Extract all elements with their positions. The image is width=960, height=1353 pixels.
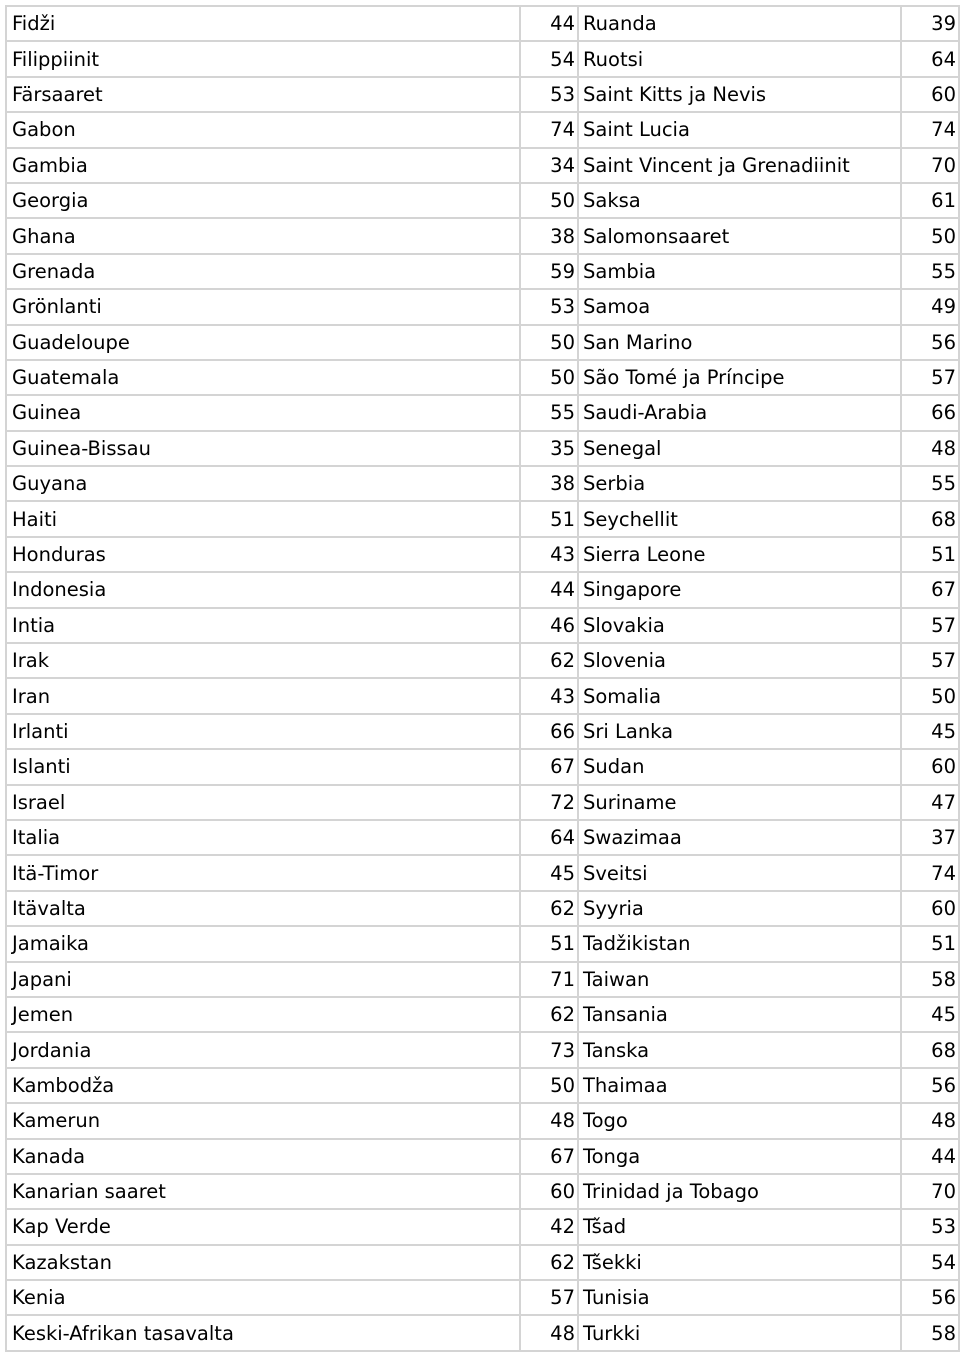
right-country-cell: Sveitsi	[578, 855, 901, 890]
right-country-cell: Tunisia	[578, 1280, 901, 1315]
right-country-cell: Sri Lanka	[578, 714, 901, 749]
right-country-cell: Tadžikistan	[578, 926, 901, 961]
right-country-cell: Ruotsi	[578, 41, 901, 76]
right-value-cell: 60	[901, 77, 959, 112]
table-row	[6, 1139, 959, 1174]
left-value-cell: 35	[520, 431, 578, 466]
right-country-cell: Tanska	[578, 1032, 901, 1067]
right-value-cell: 48	[901, 431, 959, 466]
left-value-cell: 43	[520, 537, 578, 572]
left-value-cell: 62	[520, 891, 578, 926]
table-row	[6, 77, 959, 112]
table-row	[6, 1174, 959, 1209]
left-country-cell: Irlanti	[6, 714, 520, 749]
right-value-cell: 55	[901, 254, 959, 289]
right-value-cell: 70	[901, 148, 959, 183]
right-value-cell: 60	[901, 891, 959, 926]
table-row	[6, 360, 959, 395]
left-value-cell: 54	[520, 41, 578, 76]
right-country-cell: Saint Vincent ja Grenadiinit	[578, 148, 901, 183]
left-value-cell: 38	[520, 466, 578, 501]
table-row	[6, 855, 959, 890]
left-country-cell: Gambia	[6, 148, 520, 183]
table-row	[6, 643, 959, 678]
left-country-cell: Jordania	[6, 1032, 520, 1067]
left-value-cell: 72	[520, 785, 578, 820]
left-country-cell: Haiti	[6, 501, 520, 536]
table-row	[6, 112, 959, 147]
left-value-cell: 67	[520, 749, 578, 784]
left-country-cell: Ghana	[6, 218, 520, 253]
left-value-cell: 73	[520, 1032, 578, 1067]
right-value-cell: 53	[901, 1209, 959, 1244]
left-country-cell: Filippiinit	[6, 41, 520, 76]
right-value-cell: 56	[901, 1068, 959, 1103]
table-row	[6, 218, 959, 253]
left-country-cell: Honduras	[6, 537, 520, 572]
table-row	[6, 997, 959, 1032]
left-country-cell: Grenada	[6, 254, 520, 289]
right-value-cell: 56	[901, 1280, 959, 1315]
left-country-cell: Kamerun	[6, 1103, 520, 1138]
left-value-cell: 74	[520, 112, 578, 147]
right-country-cell: Serbia	[578, 466, 901, 501]
left-value-cell: 43	[520, 678, 578, 713]
table-row	[6, 431, 959, 466]
right-value-cell: 55	[901, 466, 959, 501]
table-row	[6, 678, 959, 713]
table-row	[6, 820, 959, 855]
left-value-cell: 42	[520, 1209, 578, 1244]
left-value-cell: 50	[520, 360, 578, 395]
left-value-cell: 71	[520, 962, 578, 997]
left-country-cell: Islanti	[6, 749, 520, 784]
left-value-cell: 45	[520, 855, 578, 890]
table-row	[6, 714, 959, 749]
left-value-cell: 53	[520, 289, 578, 324]
table-row	[6, 1315, 959, 1350]
right-value-cell: 66	[901, 395, 959, 430]
right-country-cell: Tonga	[578, 1139, 901, 1174]
right-value-cell: 50	[901, 218, 959, 253]
left-country-cell: Guinea	[6, 395, 520, 430]
table-row	[6, 395, 959, 430]
table-row	[6, 537, 959, 572]
left-value-cell: 59	[520, 254, 578, 289]
left-value-cell: 44	[520, 6, 578, 41]
table-row	[6, 289, 959, 324]
table-row	[6, 325, 959, 360]
right-country-cell: Togo	[578, 1103, 901, 1138]
right-value-cell: 74	[901, 112, 959, 147]
left-value-cell: 38	[520, 218, 578, 253]
table-row	[6, 6, 959, 41]
right-value-cell: 45	[901, 997, 959, 1032]
right-value-cell: 60	[901, 749, 959, 784]
table-row	[6, 1245, 959, 1280]
right-country-cell: Turkki	[578, 1315, 901, 1350]
right-value-cell: 58	[901, 1315, 959, 1350]
left-value-cell: 51	[520, 501, 578, 536]
left-value-cell: 34	[520, 148, 578, 183]
table-row	[6, 501, 959, 536]
right-country-cell: Syyria	[578, 891, 901, 926]
left-country-cell: Färsaaret	[6, 77, 520, 112]
table-row	[6, 891, 959, 926]
table-row	[6, 962, 959, 997]
right-value-cell: 61	[901, 183, 959, 218]
table-row	[6, 608, 959, 643]
right-value-cell: 54	[901, 1245, 959, 1280]
left-country-cell: Japani	[6, 962, 520, 997]
right-country-cell: Senegal	[578, 431, 901, 466]
right-country-cell: Suriname	[578, 785, 901, 820]
left-value-cell: 62	[520, 997, 578, 1032]
left-country-cell: Itävalta	[6, 891, 520, 926]
right-value-cell: 58	[901, 962, 959, 997]
left-country-cell: Kambodža	[6, 1068, 520, 1103]
left-value-cell: 66	[520, 714, 578, 749]
left-country-cell: Guyana	[6, 466, 520, 501]
right-value-cell: 70	[901, 1174, 959, 1209]
right-value-cell: 68	[901, 501, 959, 536]
right-country-cell: Somalia	[578, 678, 901, 713]
right-country-cell: Saudi-Arabia	[578, 395, 901, 430]
right-country-cell: Seychellit	[578, 501, 901, 536]
table-row	[6, 183, 959, 218]
left-value-cell: 48	[520, 1103, 578, 1138]
left-value-cell: 67	[520, 1139, 578, 1174]
right-country-cell: Salomonsaaret	[578, 218, 901, 253]
table-row	[6, 254, 959, 289]
right-country-cell: Saint Lucia	[578, 112, 901, 147]
left-country-cell: Kap Verde	[6, 1209, 520, 1244]
left-country-cell: Israel	[6, 785, 520, 820]
left-country-cell: Iran	[6, 678, 520, 713]
right-value-cell: 39	[901, 6, 959, 41]
right-value-cell: 57	[901, 360, 959, 395]
left-value-cell: 57	[520, 1280, 578, 1315]
table-row	[6, 1280, 959, 1315]
left-country-cell: Grönlanti	[6, 289, 520, 324]
left-country-cell: Kanada	[6, 1139, 520, 1174]
right-value-cell: 44	[901, 1139, 959, 1174]
right-country-cell: Sudan	[578, 749, 901, 784]
left-country-cell: Kenia	[6, 1280, 520, 1315]
right-country-cell: Tšekki	[578, 1245, 901, 1280]
table-row	[6, 926, 959, 961]
right-country-cell: Trinidad ja Tobago	[578, 1174, 901, 1209]
right-value-cell: 48	[901, 1103, 959, 1138]
left-value-cell: 60	[520, 1174, 578, 1209]
left-value-cell: 62	[520, 1245, 578, 1280]
table-row	[6, 1209, 959, 1244]
right-value-cell: 51	[901, 926, 959, 961]
right-country-cell: Thaimaa	[578, 1068, 901, 1103]
right-value-cell: 67	[901, 572, 959, 607]
right-value-cell: 50	[901, 678, 959, 713]
left-value-cell: 51	[520, 926, 578, 961]
left-country-cell: Kanarian saaret	[6, 1174, 520, 1209]
table-row	[6, 41, 959, 76]
left-value-cell: 64	[520, 820, 578, 855]
left-country-cell: Indonesia	[6, 572, 520, 607]
left-value-cell: 48	[520, 1315, 578, 1350]
right-value-cell: 68	[901, 1032, 959, 1067]
right-value-cell: 45	[901, 714, 959, 749]
right-country-cell: Saint Kitts ja Nevis	[578, 77, 901, 112]
country-value-table	[5, 5, 960, 1352]
right-value-cell: 37	[901, 820, 959, 855]
right-country-cell: Tšad	[578, 1209, 901, 1244]
table-row	[6, 1068, 959, 1103]
right-country-cell: São Tomé ja Príncipe	[578, 360, 901, 395]
table-row	[6, 785, 959, 820]
left-value-cell: 44	[520, 572, 578, 607]
right-value-cell: 57	[901, 608, 959, 643]
table-row	[6, 466, 959, 501]
left-value-cell: 50	[520, 1068, 578, 1103]
left-country-cell: Guadeloupe	[6, 325, 520, 360]
table-body	[6, 6, 959, 1351]
right-country-cell: Sierra Leone	[578, 537, 901, 572]
left-country-cell: Itä-Timor	[6, 855, 520, 890]
table-row	[6, 749, 959, 784]
right-country-cell: Taiwan	[578, 962, 901, 997]
right-country-cell: Samoa	[578, 289, 901, 324]
right-country-cell: Tansania	[578, 997, 901, 1032]
left-value-cell: 50	[520, 325, 578, 360]
right-value-cell: 74	[901, 855, 959, 890]
table-row	[6, 1032, 959, 1067]
right-country-cell: Singapore	[578, 572, 901, 607]
left-country-cell: Guinea-Bissau	[6, 431, 520, 466]
right-country-cell: Swazimaa	[578, 820, 901, 855]
right-value-cell: 64	[901, 41, 959, 76]
right-value-cell: 57	[901, 643, 959, 678]
right-country-cell: Slovakia	[578, 608, 901, 643]
right-country-cell: Saksa	[578, 183, 901, 218]
left-value-cell: 46	[520, 608, 578, 643]
right-country-cell: Sambia	[578, 254, 901, 289]
left-country-cell: Jemen	[6, 997, 520, 1032]
left-country-cell: Italia	[6, 820, 520, 855]
table-row	[6, 148, 959, 183]
right-country-cell: Slovenia	[578, 643, 901, 678]
left-value-cell: 50	[520, 183, 578, 218]
left-country-cell: Irak	[6, 643, 520, 678]
right-value-cell: 56	[901, 325, 959, 360]
table-row	[6, 1103, 959, 1138]
right-country-cell: San Marino	[578, 325, 901, 360]
left-country-cell: Jamaika	[6, 926, 520, 961]
left-country-cell: Kazakstan	[6, 1245, 520, 1280]
left-country-cell: Intia	[6, 608, 520, 643]
right-country-cell: Ruanda	[578, 6, 901, 41]
left-country-cell: Georgia	[6, 183, 520, 218]
left-country-cell: Fidži	[6, 6, 520, 41]
left-value-cell: 55	[520, 395, 578, 430]
left-country-cell: Guatemala	[6, 360, 520, 395]
table-row	[6, 572, 959, 607]
left-country-cell: Keski-Afrikan tasavalta	[6, 1315, 520, 1350]
right-value-cell: 47	[901, 785, 959, 820]
left-value-cell: 62	[520, 643, 578, 678]
right-value-cell: 51	[901, 537, 959, 572]
left-country-cell: Gabon	[6, 112, 520, 147]
right-value-cell: 49	[901, 289, 959, 324]
left-value-cell: 53	[520, 77, 578, 112]
